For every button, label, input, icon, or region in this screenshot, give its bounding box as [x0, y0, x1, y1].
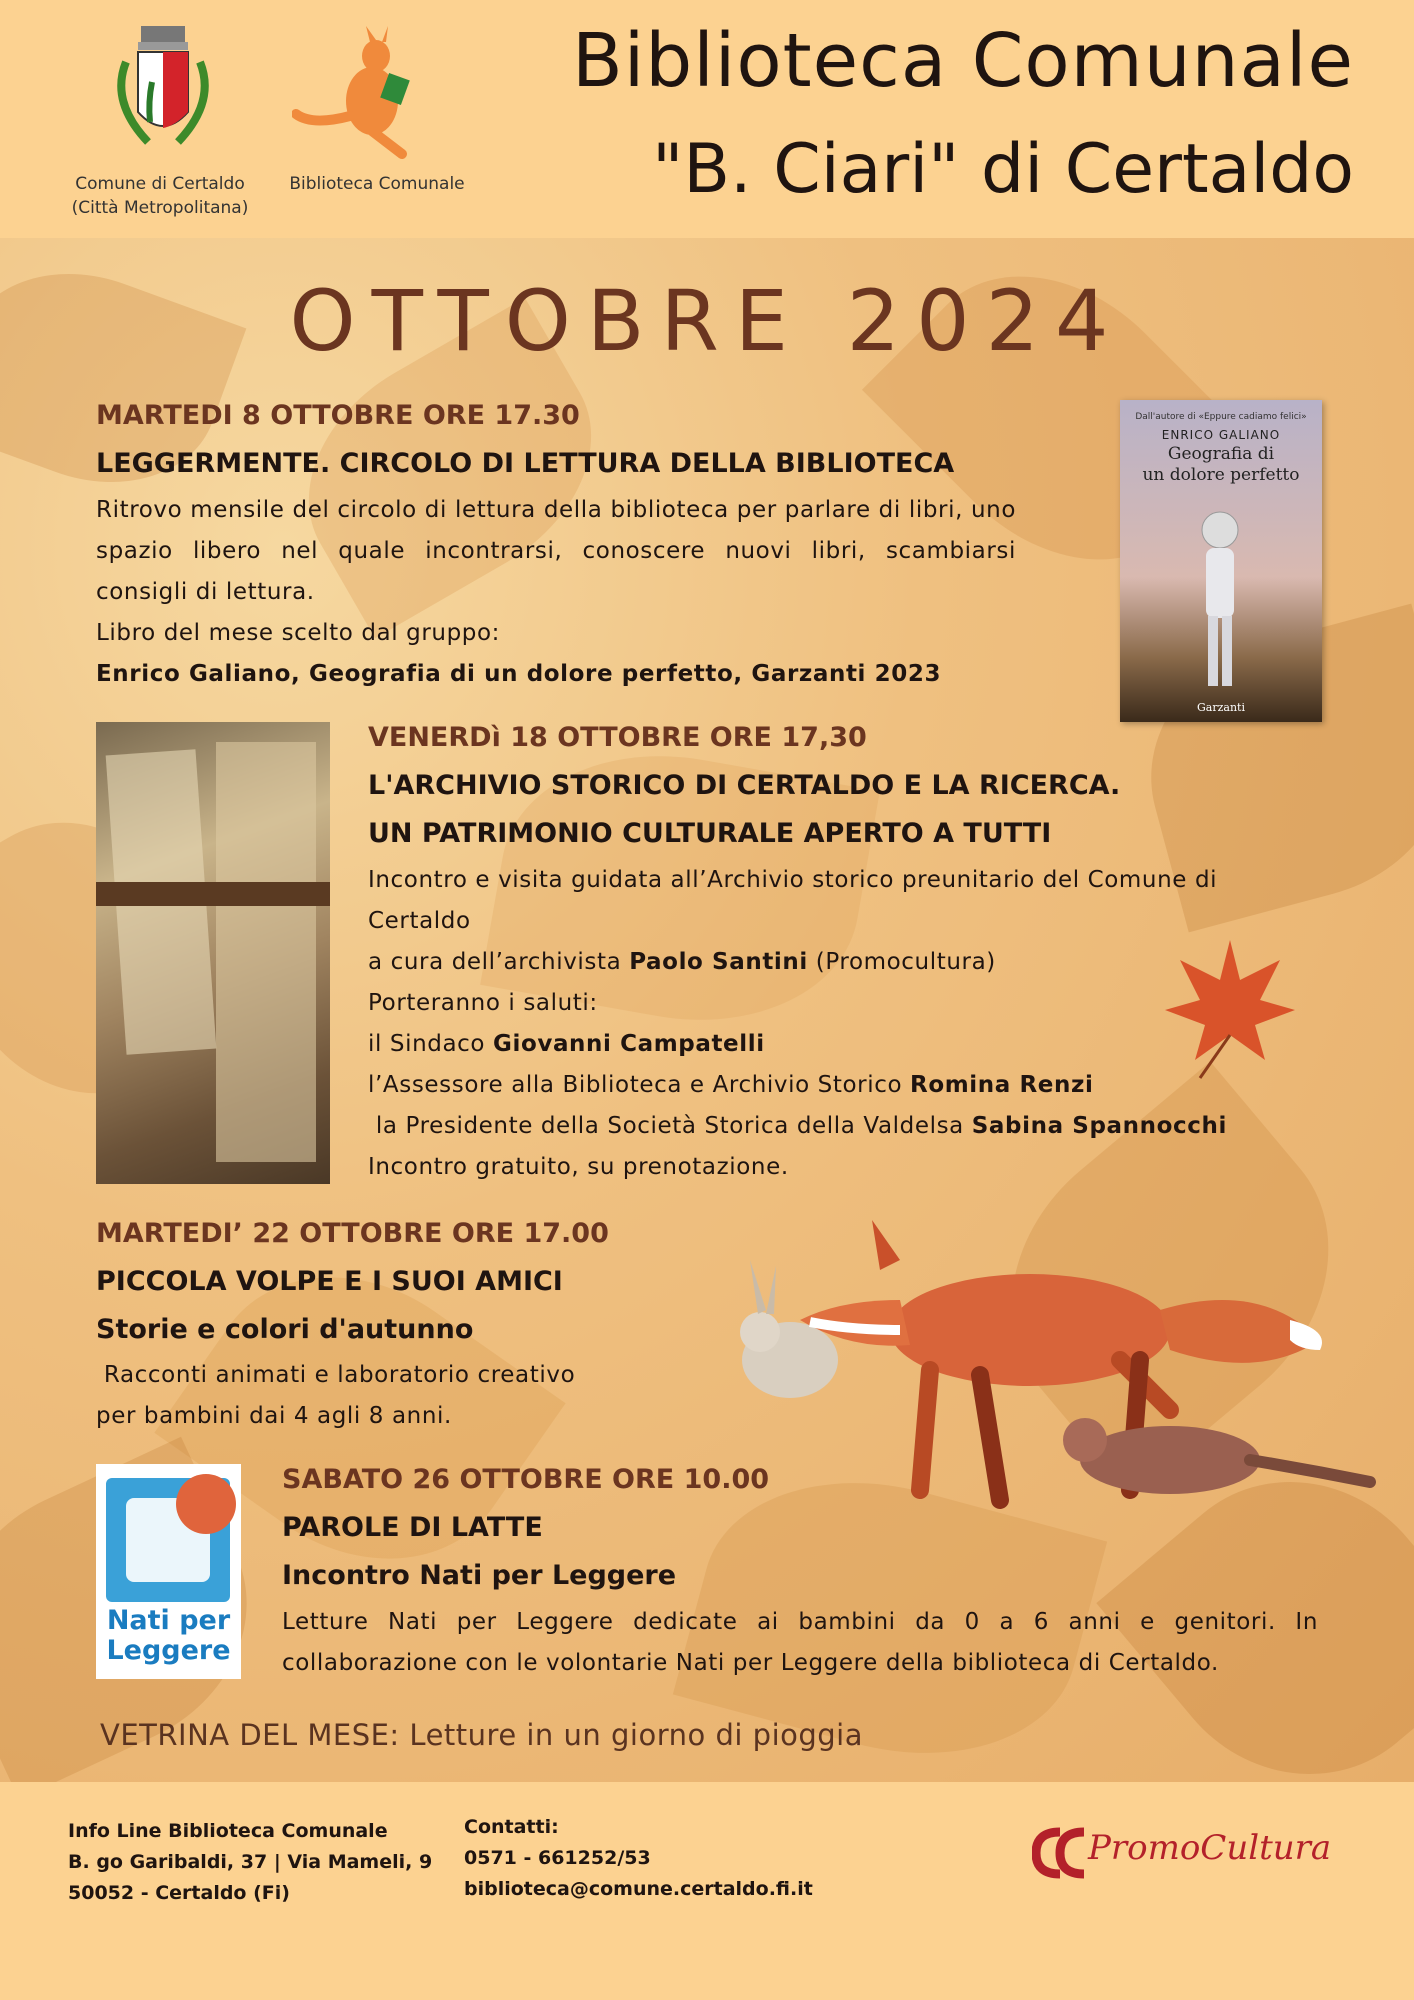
event1-description: Ritrovo mensile del circolo di lettura della biblioteca per parlare di libri, uno spazio libero nel quale incontrarsi, conoscere nuovi libri, scambiarsi consigli di lettura.	[96, 497, 1016, 605]
event2-line4: il Sindaco Giovanni Campatelli	[368, 1031, 765, 1057]
event3-subtitle: Storie e colori d'autunno	[96, 1314, 474, 1345]
footer-email[interactable]: biblioteca@comune.certaldo.fi.it	[464, 1878, 813, 1900]
footer	[0, 1782, 1414, 2000]
event1-book-ref: Enrico Galiano, Geografia di un dolore perfetto, Garzanti 2023	[96, 661, 942, 687]
header	[0, 0, 1414, 238]
event2-date: VENERDì 18 OTTOBRE ORE 17,30	[368, 722, 867, 753]
event2-line6: la Presidente della Società Storica della Valdelsa Sabina Spannocchi	[368, 1113, 1227, 1139]
event4-subtitle: Incontro Nati per Leggere	[282, 1560, 677, 1591]
book-cover: Dall'autore di «Eppure cadiamo felici» ENRICO GALIANO Geografia di un dolore perfetto Garzanti	[1120, 400, 1322, 722]
maple-leaf-icon	[1160, 930, 1300, 1080]
event2-subtitle: UN PATRIMONIO CULTURALE APERTO A TUTTI	[368, 818, 1052, 849]
footer-contacts: Contatti: 0571 - 661252/53 biblioteca@comune.certaldo.fi.it	[464, 1812, 813, 1905]
event2-line7: Incontro gratuito, su prenotazione.	[368, 1154, 789, 1180]
event3-date: MARTEDI’ 22 OTTOBRE ORE 17.00	[96, 1218, 609, 1249]
astronaut-child-icon	[1190, 510, 1250, 700]
event3-title: PICCOLA VOLPE E I SUOI AMICI	[96, 1266, 563, 1297]
library-title: Biblioteca Comunale	[571, 18, 1354, 104]
footer-address: Info Line Biblioteca Comunale B. go Garibaldi, 37 | Via Mameli, 9 50052 - Certaldo (Fi)	[68, 1820, 433, 1904]
event3-line2: per bambini dai 4 agli 8 anni.	[96, 1403, 452, 1429]
event1-title: LEGGERMENTE. CIRCOLO DI LETTURA DELLA BIBLIOTECA	[96, 448, 955, 479]
event1-date: MARTEDI 8 OTTOBRE ORE 17.30	[96, 400, 580, 431]
vetrina-del-mese: VETRINA DEL MESE: Letture in un giorno di pioggia	[100, 1718, 864, 1752]
fox-and-friends-icon	[700, 1210, 1380, 1550]
promocultura-brand: PromoCultura	[1088, 1828, 1332, 1868]
event2-line3: Porteranno i saluti:	[368, 990, 598, 1016]
library-subtitle: "B. Ciari" di Certaldo	[652, 130, 1354, 209]
biblioteca-logo-label: Biblioteca Comunale	[289, 174, 465, 194]
month-heading: OTTOBRE 2024	[289, 272, 1125, 370]
promocultura-logo-icon	[1032, 1826, 1092, 1880]
archive-documents-photo	[96, 722, 330, 1184]
event4-date: SABATO 26 OTTOBRE ORE 10.00	[282, 1464, 770, 1495]
coat-of-arms-icon	[108, 22, 218, 162]
event2-title: L'ARCHIVIO STORICO DI CERTALDO E LA RICERCA.	[368, 770, 1121, 801]
event2-line2: a cura dell’archivista Paolo Santini (Promocultura)	[368, 949, 996, 975]
event4-description: Letture Nati per Leggere dedicate ai bambini da 0 a 6 anni e genitori. In collaborazione con le volontarie Nati per Leggere della biblioteca di Certaldo.	[282, 1609, 1318, 1676]
event3-line1: Racconti animati e laboratorio creativo	[96, 1362, 576, 1388]
event1-book-label: Libro del mese scelto dal gruppo:	[96, 620, 501, 646]
comune-logo-label: Comune di Certaldo (Città Metropolitana)	[71, 174, 249, 218]
nati-per-leggere-logo: Nati per Leggere	[96, 1464, 241, 1679]
event2-line5: l’Assessore alla Biblioteca e Archivio Storico Romina Renzi	[368, 1072, 1094, 1098]
kangaroo-reading-icon	[292, 26, 432, 166]
event2-line1: Incontro e visita guidata all’Archivio storico preunitario del Comune di Certaldo	[368, 867, 1218, 934]
event4-title: PAROLE DI LATTE	[282, 1512, 543, 1543]
